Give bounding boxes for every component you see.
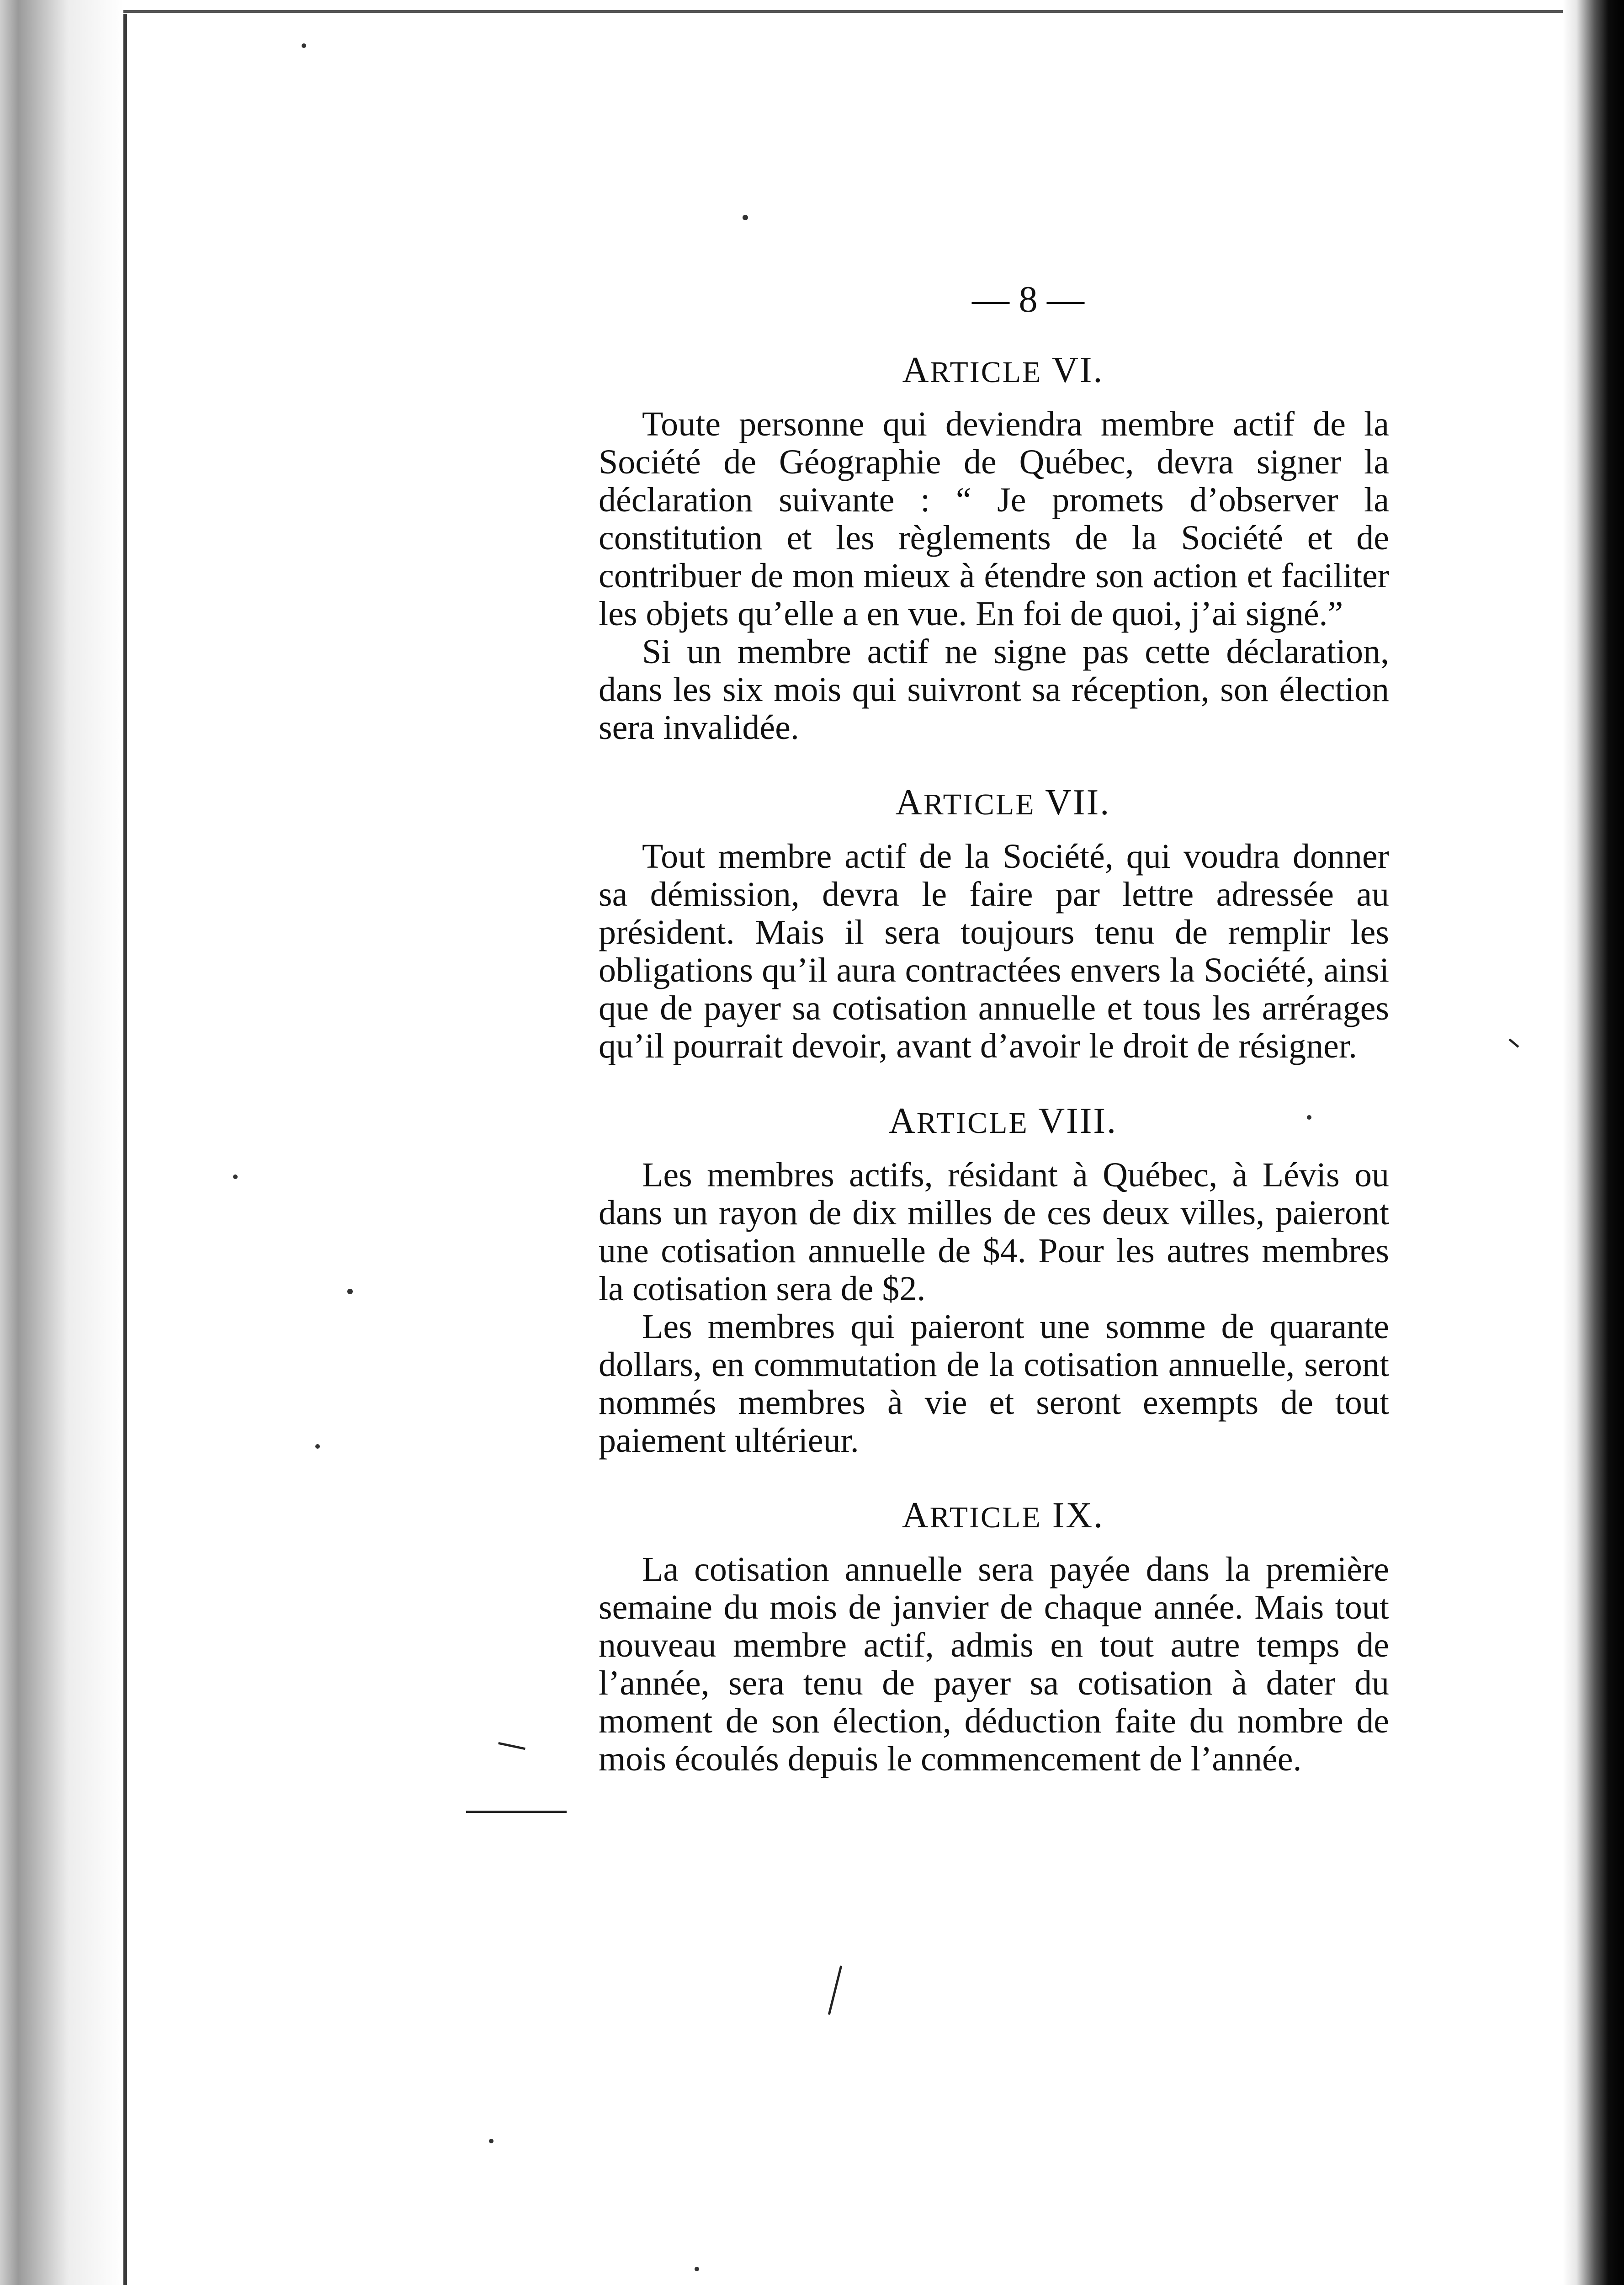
scan-speck [302, 43, 306, 48]
scan-speck [233, 1174, 238, 1179]
article-section [599, 780, 1389, 1065]
article-heading: ARTICLE VIII. [888, 1101, 1118, 1141]
article-section [599, 347, 1389, 747]
article-section [599, 1493, 1389, 1778]
page-number: — 8 — [972, 278, 1084, 320]
article-paragraph: Toute personne qui deviendra membre actif de la Société de Géographie de Québec, devra signer la déclaration suivante : “ Je promets d’observer la constitution et les règlements de la Société et de contribuer de mon mieux à étendre son action et faciliter les objets qu’elle a en vue. En foi de quoi, j’ai signé.” [599, 405, 1389, 633]
scan-left-border [123, 14, 127, 2285]
scan-speck [347, 1289, 353, 1294]
scan-speck [489, 2139, 494, 2143]
article-heading: ARTICLE VI. [902, 350, 1104, 390]
scan-stray-line [1508, 1038, 1519, 1048]
article-paragraph: Si un membre actif ne signe pas cette déclaration, dans les six mois qui suivront sa réception, son élection sera invalidée. [599, 632, 1389, 747]
scan-speck [743, 215, 748, 220]
article-paragraph: Les membres qui paieront une somme de quarante dollars, en commutation de la cotisation annuelle, seront nommés membres à vie et seront exempts de tout paiement ultérieur. [599, 1307, 1389, 1460]
article-section [599, 1098, 1389, 1460]
article-heading: ARTICLE IX. [902, 1495, 1104, 1536]
article-heading: ARTICLE VII. [895, 782, 1111, 823]
scan-stray-line [828, 1966, 842, 2015]
scan-left-edge [0, 0, 123, 2285]
article-paragraph: Tout membre actif de la Société, qui voudra donner sa démission, devra le faire par lettre adressée au président. Mais il sera toujours tenu de remplir les obligations qu’il aura contractées envers la Société, ainsi que de payer sa cotisation annuelle et tous les arrérages qu’il pourrait devoir, avant d’avoir le droit de résigner. [599, 837, 1389, 1065]
scan-speck [695, 2267, 699, 2271]
page-content [599, 274, 1389, 1811]
scan-stray-line [466, 1811, 567, 1813]
scan-right-edge [1563, 0, 1624, 2285]
article-paragraph: Les membres actifs, résidant à Québec, à Lévis ou dans un rayon de dix milles de ces deux villes, paieront une cotisation annuelle de $4. Pour les autres membres la cotisation sera de $2. [599, 1156, 1389, 1308]
scan-stray-line [498, 1742, 525, 1750]
article-paragraph: La cotisation annuelle sera payée dans la première semaine du mois de janvier de chaque année. Mais tout nouveau membre actif, admis en tout autre temps de l’année, sera tenu de payer sa cotisation à dater du moment de son élection, déduction faite du nombre de mois écoulés depuis le commencement de l’année. [599, 1550, 1389, 1778]
scan-speck [315, 1444, 320, 1449]
scan-top-border [123, 10, 1595, 13]
